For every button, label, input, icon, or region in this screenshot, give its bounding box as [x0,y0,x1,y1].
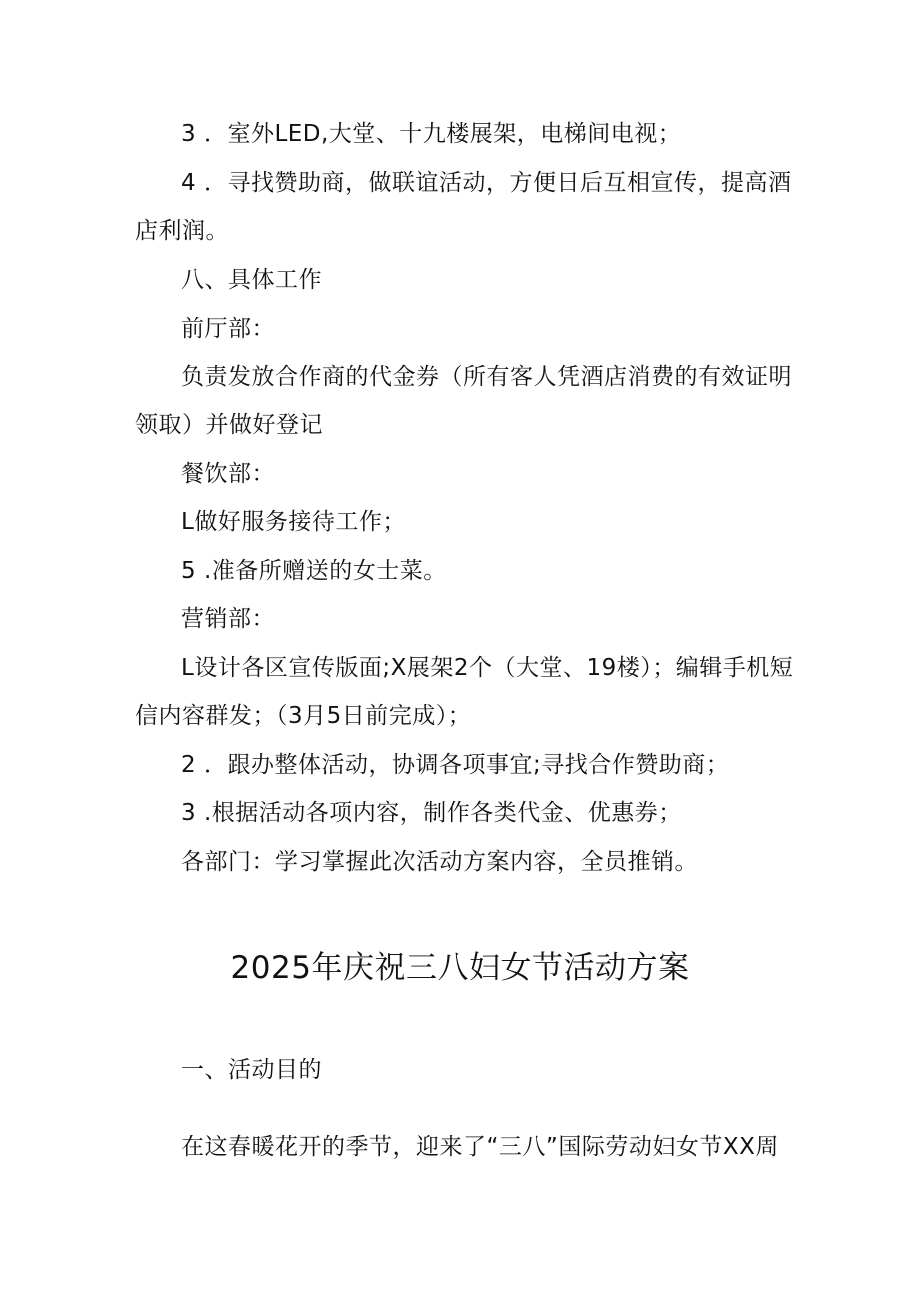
text-line: L设计各区宣传版面;X展架2个（大堂、19楼）；编辑手机短 [181,655,794,681]
text-line: 3 .根据活动各项内容，制作各类代金、优惠券； [181,800,682,826]
text-line: 3 ．室外LED,大堂、十九楼展架，电梯间电视； [181,121,682,147]
text-line: 5 .准备所赠送的女士菜。 [181,558,447,584]
department-label: 餐饮部： [181,461,275,487]
text-line: 店利润。 [135,218,229,244]
department-label: 营销部： [181,606,275,632]
text-line: 4 ．寻找赞助商，做联谊活动，方便日后互相宣传，提高酒 [181,170,792,196]
department-label: 前厅部： [181,316,275,342]
section-heading: 八、具体工作 [181,267,322,293]
text-line: 领取）并做好登记 [135,412,323,438]
text-line: 负责发放合作商的代金券（所有客人凭酒店消费的有效证明 [181,364,792,390]
document-title: 2025年庆祝三八妇女节活动方案 [230,950,690,986]
text-line: 信内容群发；（3月5日前完成）； [135,703,472,729]
text-line: 在这春暖花开的季节，迎来了“三八”国际劳动妇女节XX周 [181,1134,779,1160]
section-heading: 一、活动目的 [181,1057,322,1083]
text-line: 各部门：学习掌握此次活动方案内容，全员推销。 [181,849,698,875]
text-line: 2 ．跟办整体活动，协调各项事宜;寻找合作赞助商； [181,752,730,778]
text-line: L做好服务接待工作； [181,509,406,535]
